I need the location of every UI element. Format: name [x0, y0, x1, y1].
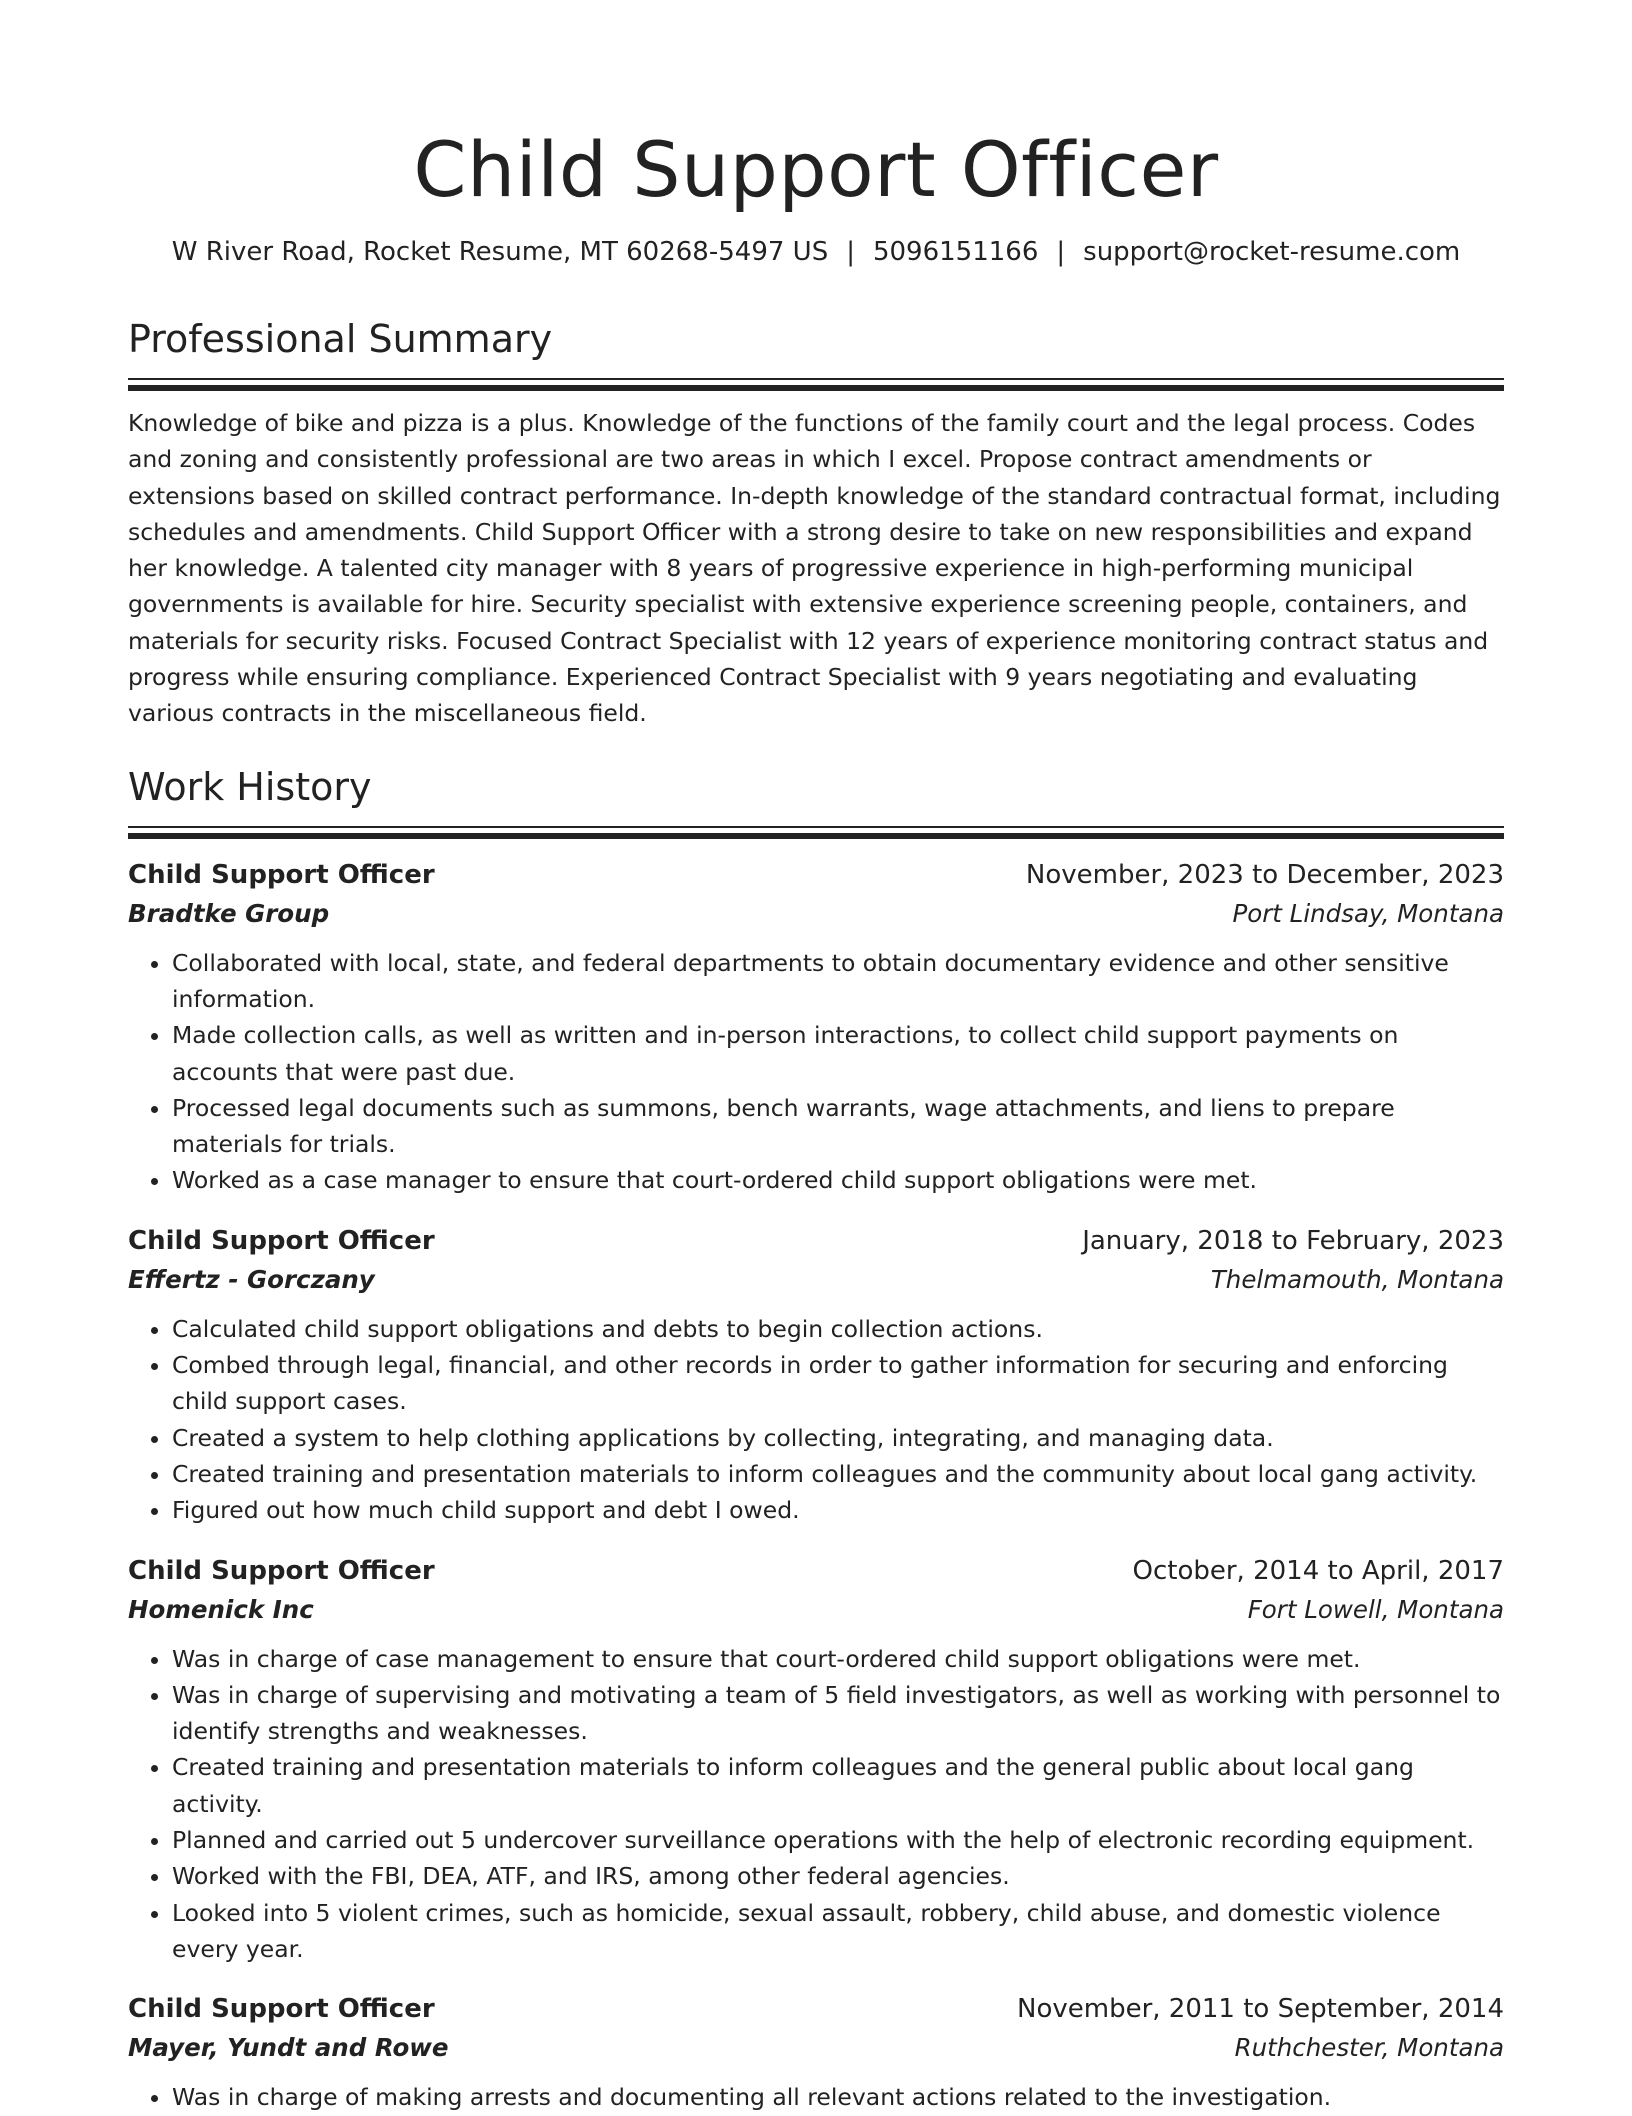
job-company: Bradtke Group: [128, 898, 330, 928]
job-location: Fort Lowell, Montana: [1247, 1594, 1504, 1624]
job-company: Homenick Inc: [128, 1594, 314, 1624]
job-bullet: • Calculated child support obligations and debts to begin collection actions.: [172, 1311, 1504, 1347]
work-history-list: [128, 855, 1504, 2116]
job-bullets: [128, 945, 1504, 1199]
job-title: Child Support Officer: [128, 859, 435, 890]
job-company-row: [128, 1591, 1504, 1629]
job-location: Port Lindsay, Montana: [1232, 898, 1504, 928]
job-company-row: [128, 2029, 1504, 2067]
job-dates: November, 2011 to September, 2014: [1017, 1994, 1504, 2025]
job-entry: [128, 855, 1504, 1199]
job-header-row: [128, 855, 1504, 895]
job-bullet: • Was in charge of making arrests and documenting all relevant actions related to the investigation.: [172, 2079, 1504, 2115]
job-header-row: [128, 1989, 1504, 2029]
section-divider: [128, 826, 1504, 839]
section-divider: [128, 378, 1504, 391]
job-dates: November, 2023 to December, 2023: [1025, 859, 1504, 890]
section-heading-work-history: Work History: [128, 764, 372, 809]
job-company: Effertz - Gorczany: [128, 1264, 375, 1294]
contact-line: [128, 232, 1504, 272]
job-header-row: [128, 1221, 1504, 1261]
job-bullet: • Made collection calls, as well as written and in-person interactions, to collect child support payments on accounts that were past due.: [172, 1017, 1504, 1090]
job-company: Mayer, Yundt and Rowe: [128, 2033, 449, 2063]
job-title: Child Support Officer: [128, 1225, 435, 1256]
job-bullet: • Worked with the FBI, DEA, ATF, and IRS, among other federal agencies.: [172, 1858, 1504, 1894]
job-entry: [128, 1221, 1504, 1529]
job-title: Child Support Officer: [128, 1994, 435, 2025]
contact-separator: |: [846, 237, 855, 267]
job-title: Child Support Officer: [128, 1555, 435, 1586]
job-bullet: • Worked as a case manager to ensure that court-ordered child support obligations were met.: [172, 1162, 1504, 1198]
job-header-row: [128, 1551, 1504, 1591]
job-bullet: • Created a system to help clothing applications by collecting, integrating, and managing data.: [172, 1420, 1504, 1456]
job-company-row: [128, 895, 1504, 933]
job-dates: January, 2018 to February, 2023: [1082, 1225, 1504, 1256]
job-bullet: • Created training and presentation materials to inform colleagues and the community about local gang activity.: [172, 1456, 1504, 1492]
job-bullet: • Was in charge of case management to ensure that court-ordered child support obligations were met.: [172, 1641, 1504, 1677]
job-bullet: • Was in charge of supervising and motivating a team of 5 field investigators, as well as working with personnel to identify strengths and weaknesses.: [172, 1677, 1504, 1750]
summary-text: Knowledge of bike and pizza is a plus. Knowledge of the functions of the family court and the legal process. Codes and zoning and consistently professional are two areas in which I excel. Propose contract amendments or extensions based on skilled contract performance. In-depth knowledge of the standard contractual format, including schedules and amendments. Child Support Officer with a strong desire to take on new responsibilities and expand her knowledge. A talented city manager with 8 years of progressive experience in high-performing municipal governments is available for hire. Security specialist with extensive experience screening people, containers, and materials for security risks. Focused Contract Specialist with 12 years of experience monitoring contract status and progress while ensuring compliance. Experienced Contract Specialist with 9 years negotiating and evaluating various contracts in the miscellaneous field.: [128, 409, 1501, 728]
job-entry: [128, 1989, 1504, 2115]
job-bullet: • Looked into 5 violent crimes, such as homicide, sexual assault, robbery, child abuse, and domestic violence every year.: [172, 1895, 1504, 1968]
job-bullets: [128, 1641, 1504, 1968]
job-bullet: • Combed through legal, financial, and other records in order to gather information for securing and enforcing child support cases.: [172, 1347, 1504, 1420]
job-bullet: • Processed legal documents such as summons, bench warrants, wage attachments, and liens to prepare materials for trials.: [172, 1090, 1504, 1163]
job-bullet: • Created training and presentation materials to inform colleagues and the general public about local gang activity.: [172, 1749, 1504, 1822]
job-location: Thelmamouth, Montana: [1210, 1264, 1504, 1294]
section-heading-summary: Professional Summary: [128, 317, 553, 361]
job-bullet: • Collaborated with local, state, and federal departments to obtain documentary evidence and other sensitive information.: [172, 945, 1504, 1018]
job-company-row: [128, 1261, 1504, 1299]
contact-address: W River Road, Rocket Resume, MT 60268-5497 US: [171, 237, 829, 267]
contact-separator: |: [1056, 237, 1066, 267]
job-bullet: • Figured out how much child support and debt I owed.: [172, 1492, 1504, 1528]
job-dates: October, 2014 to April, 2017: [1132, 1555, 1504, 1586]
job-location: Ruthchester, Montana: [1234, 2033, 1504, 2063]
job-bullets: [128, 2079, 1504, 2115]
job-bullets: [128, 1311, 1504, 1529]
contact-phone: 5096151166: [872, 237, 1039, 267]
contact-email: support@rocket-resume.com: [1083, 237, 1461, 267]
resume-name: Child Support Officer: [413, 125, 1219, 214]
job-bullet: • Planned and carried out 5 undercover surveillance operations with the help of electronic recording equipment.: [172, 1822, 1504, 1858]
job-entry: [128, 1551, 1504, 1968]
